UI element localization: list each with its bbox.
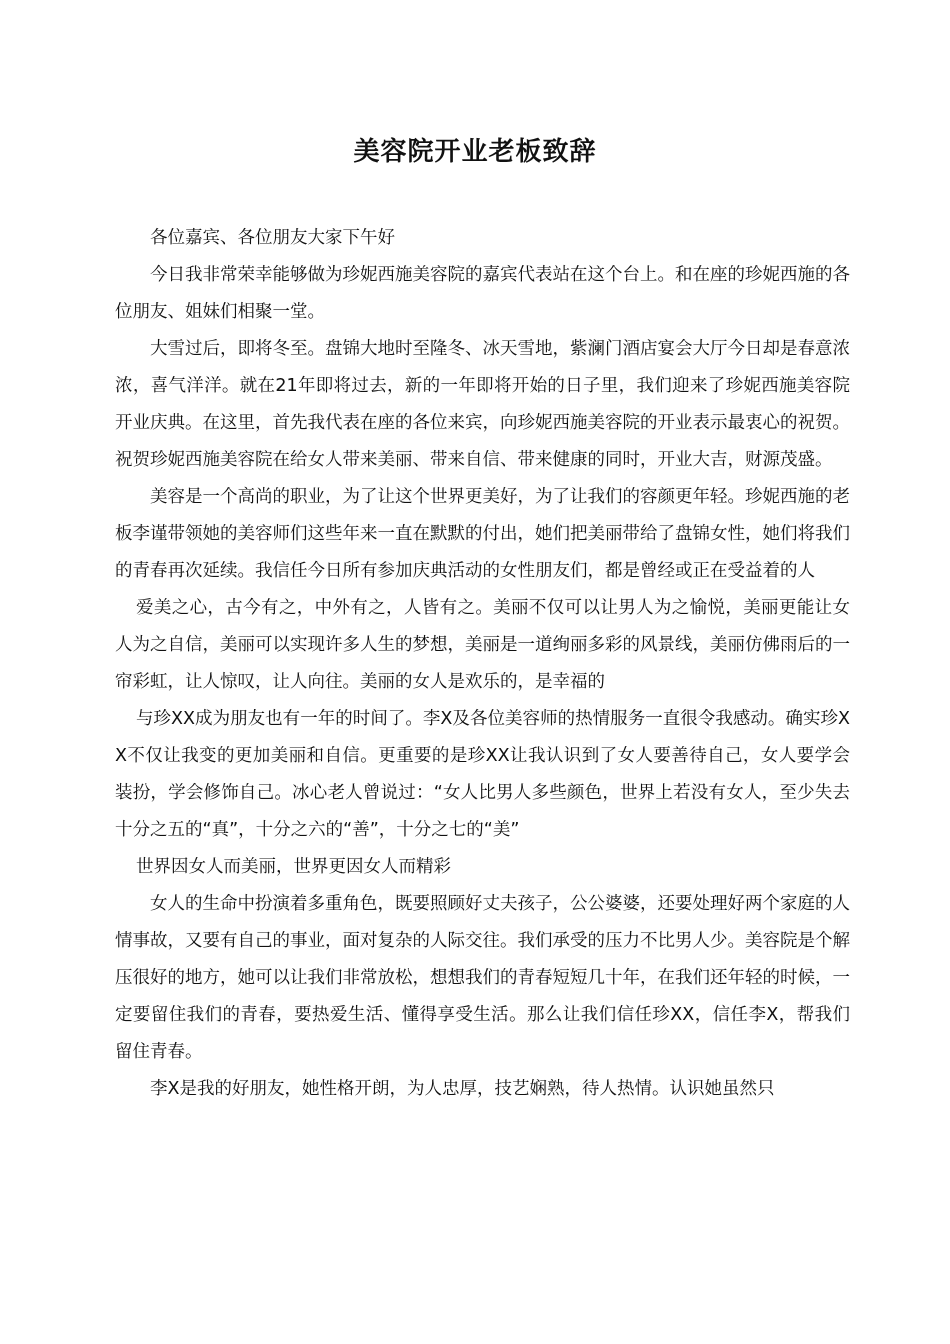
paragraph-women-roles: 女人的生命中扮演着多重角色，既要照顾好丈夫孩子，公公婆婆，还要处理好两个家庭的人情事故，又要有自己的事业，面对复杂的人际交往。我们承受的压力不比男人少。美容院是个解压很好的地方，她可以让我们非常放松，想想我们的青春短短几十年，在我们还年轻的时候，一定要留住我们的青春，要热爱生活、懂得享受生活。那么让我们信任珍XX，信任李X，帮我们留住青春。 (115, 894, 850, 1062)
paragraph-greeting: 各位嘉宾、各位朋友大家下午好 (150, 228, 395, 248)
paragraph-beauty-profession: 美容是一个高尚的职业，为了让这个世界更美好，为了让我们的容颜更年轻。珍妮西施的老板李谨带领她的美容师们这些年来一直在默默的付出，她们把美丽带给了盘锦女性，她们将我们的青春再次延续。我信任今日所有参加庆典活动的女性朋友们，都是曾经或正在受益着的人 (115, 487, 850, 581)
paragraph-friendship: 与珍XX成为朋友也有一年的时间了。李X及各位美容师的热情服务一直很令我感动。确实珍XX不仅让我变的更加美丽和自信。更重要的是珍XX让我认识到了女人要善待自己，女人要学会装扮，学会修饰自己。冰心老人曾说过：“女人比男人多些颜色，世界上若没有女人，至少失去十分之五的“真”，十分之六的“善”，十分之七的“美” (115, 709, 850, 840)
paragraph-love-of-beauty: 爱美之心，古今有之，中外有之，人皆有之。美丽不仅可以让男人为之愉悦，美丽更能让女人为之自信，美丽可以实现许多人生的梦想，美丽是一道绚丽多彩的风景线，美丽仿佛雨后的一帘彩虹，让人惊叹，让人向往。美丽的女人是欢乐的，是幸福的 (115, 598, 850, 692)
paragraph-good-friend: 李X是我的好朋友，她性格开朗，为人忠厚，技艺娴熟，待人热情。认识她虽然只 (150, 1079, 775, 1099)
paragraph-congratulations: 大雪过后，即将冬至。盘锦大地时至隆冬、冰天雪地，紫澜门酒店宴会大厅今日却是春意浓浓，喜气洋洋。就在21年即将过去，新的一年即将开始的日子里，我们迎来了珍妮西施美容院开业庆典。在这里，首先我代表在座的各位来宾，向珍妮西施美容院的开业表示最衷心的祝贺。祝贺珍妮西施美容院在给女人带来美丽、带来自信、带来健康的同时，开业大吉，财源茂盛。 (115, 339, 850, 470)
document-body (115, 220, 850, 1108)
paragraph-world-women: 世界因女人而美丽，世界更因女人而精彩 (136, 857, 451, 877)
paragraph-intro: 今日我非常荣幸能够做为珍妮西施美容院的嘉宾代表站在这个台上。和在座的珍妮西施的各位朋友、姐妹们相聚一堂。 (115, 265, 850, 322)
document-title: 美容院开业老板致辞 (353, 137, 597, 167)
